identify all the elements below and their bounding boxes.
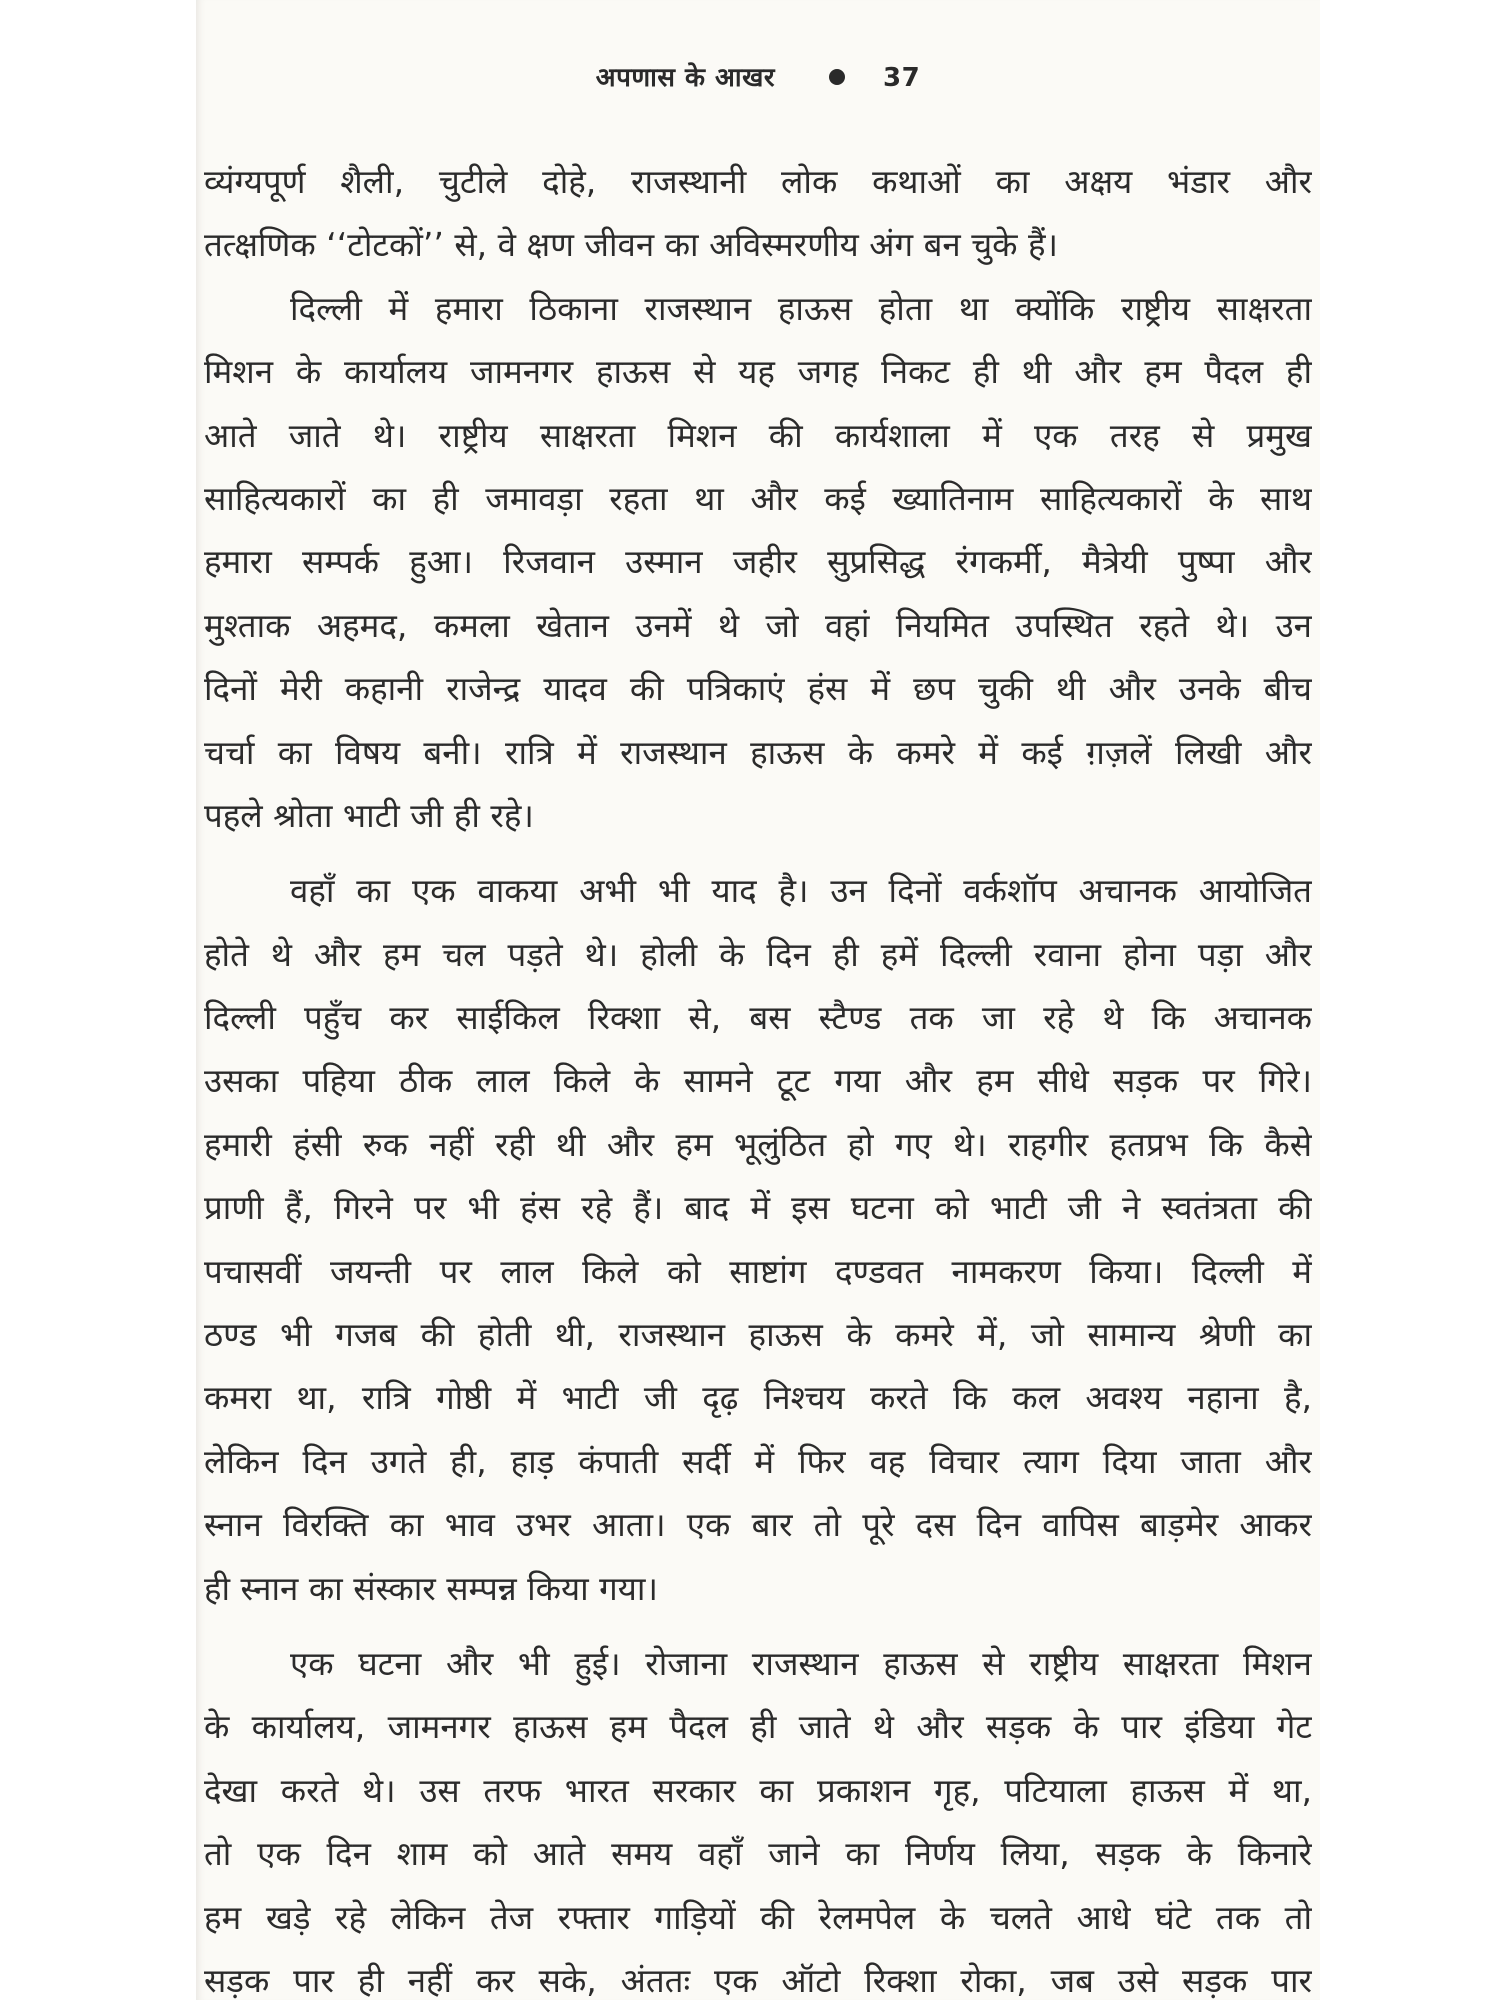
text-line: सड़क पार ही नहीं कर सके, अंततः एक ऑटो रिक्शा रोका, जब उसे सड़क पार xyxy=(204,1960,1312,2000)
text-line: कमरा था, रात्रि गोष्ठी में भाटी जी दृढ़ निश्चय करते कि कल अवश्य नहाना है, xyxy=(204,1378,1312,1418)
body-text xyxy=(204,150,1312,2012)
text-line: प्राणी हैं, गिरने पर भी हंस रहे हैं। बाद में इस घटना को भाटी जी ने स्वतंत्रता की xyxy=(204,1188,1312,1228)
text-line: ही स्नान का संस्कार सम्पन्न किया गया। xyxy=(204,1568,658,1608)
text-line: हम खड़े रहे लेकिन तेज रफ्तार गाड़ियों की रेलमपेल के चलते आधे घंटे तक तो xyxy=(204,1897,1312,1937)
text-line: वहाँ का एक वाकया अभी भी याद है। उन दिनों वर्कशॉप अचानक आयोजित xyxy=(290,871,1312,911)
book-title: अपणास के आखर xyxy=(595,63,776,93)
paragraph-2 xyxy=(204,277,1312,848)
text-line: पहले श्रोता भाटी जी ही रहे। xyxy=(204,795,534,835)
text-line: चर्चा का विषय बनी। रात्रि में राजस्थान हाऊस के कमरे में कई ग़ज़लें लिखी और xyxy=(204,732,1312,772)
running-header xyxy=(196,58,1320,94)
text-line: हमारा सम्पर्क हुआ। रिजवान उस्मान जहीर सुप्रसिद्ध रंगकर्मी, मैत्रेयी पुष्पा और xyxy=(204,542,1312,582)
text-line: दिल्ली में हमारा ठिकाना राजस्थान हाऊस होता था क्योंकि राष्ट्रीय साक्षरता xyxy=(290,288,1312,328)
text-line: के कार्यालय, जामनगर हाऊस हम पैदल ही जाते थे और सड़क के पार इंडिया गेट xyxy=(204,1707,1312,1747)
paragraph-4 xyxy=(204,1632,1312,2012)
text-line: आते जाते थे। राष्ट्रीय साक्षरता मिशन की कार्यशाला में एक तरह से प्रमुख xyxy=(204,415,1312,455)
text-line: मुश्ताक अहमद, कमला खेतान उनमें थे जो वहां नियमित उपस्थित रहते थे। उन xyxy=(204,605,1312,645)
text-line: उसका पहिया ठीक लाल किले के सामने टूट गया और हम सीधे सड़क पर गिरे। xyxy=(204,1061,1312,1101)
page-number: 37 xyxy=(883,63,921,93)
text-line: दिनों मेरी कहानी राजेन्द्र यादव की पत्रिकाएं हंस में छप चुकी थी और उनके बीच xyxy=(204,669,1312,709)
text-line: लेकिन दिन उगते ही, हाड़ कंपाती सर्दी में फिर वह विचार त्याग दिया जाता और xyxy=(204,1441,1312,1481)
text-line: एक घटना और भी हुई। रोजाना राजस्थान हाऊस से राष्ट्रीय साक्षरता मिशन xyxy=(290,1643,1312,1683)
text-line: स्नान विरक्ति का भाव उभर आता। एक बार तो पूरे दस दिन वापिस बाड़मेर आकर xyxy=(204,1505,1312,1545)
text-line: होते थे और हम चल पड़ते थे। होली के दिन ही हमें दिल्ली रवाना होना पड़ा और xyxy=(204,934,1312,974)
text-line: हमारी हंसी रुक नहीं रही थी और हम भूलुंठित हो गए थे। राहगीर हतप्रभ कि कैसे xyxy=(204,1124,1312,1164)
book-page xyxy=(196,0,1320,2000)
text-line: दिल्ली पहुँच कर साईकिल रिक्शा से, बस स्टैण्ड तक जा रहे थे कि अचानक xyxy=(204,998,1312,1038)
text-line: देखा करते थे। उस तरफ भारत सरकार का प्रकाशन गृह, पटियाला हाऊस में था, xyxy=(204,1770,1312,1810)
bullet-separator xyxy=(829,69,845,85)
text-line: साहित्यकारों का ही जमावड़ा रहता था और कई ख्यातिनाम साहित्यकारों के साथ xyxy=(204,478,1312,518)
paragraph-3 xyxy=(204,859,1312,1620)
paragraph-1 xyxy=(204,150,1312,277)
text-line: मिशन के कार्यालय जामनगर हाऊस से यह जगह निकट ही थी और हम पैदल ही xyxy=(204,352,1312,392)
text-line: पचासवीं जयन्ती पर लाल किले को साष्टांग दण्डवत नामकरण किया। दिल्ली में xyxy=(204,1251,1312,1291)
text-line: ठण्ड भी गजब की होती थी, राजस्थान हाऊस के कमरे में, जो सामान्य श्रेणी का xyxy=(204,1315,1312,1355)
text-line: तत्क्षणिक ‘‘टोटकों’’ से, वे क्षण जीवन का अविस्मरणीय अंग बन चुके हैं। xyxy=(204,225,1059,265)
text-line: तो एक दिन शाम को आते समय वहाँ जाने का निर्णय लिया, सड़क के किनारे xyxy=(204,1834,1312,1874)
text-line: व्यंग्यपूर्ण शैली, चुटीले दोहे, राजस्थानी लोक कथाओं का अक्षय भंडार और xyxy=(204,162,1312,201)
